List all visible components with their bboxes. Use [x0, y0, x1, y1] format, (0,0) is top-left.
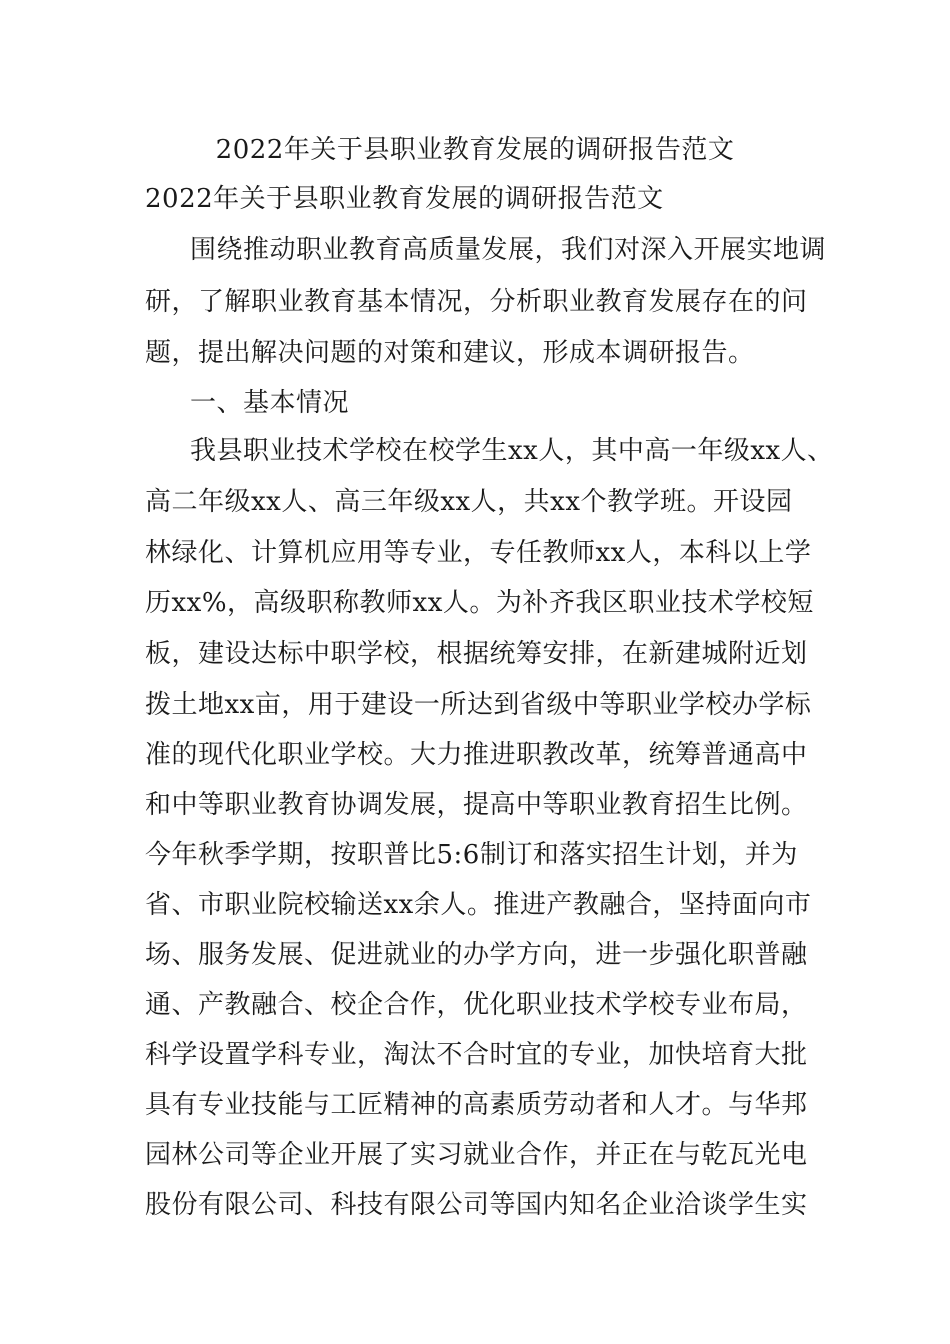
intro-line: 围绕推动职业教育高质量发展，我们对深入开展实地调	[190, 235, 827, 265]
document-subtitle: 2022年关于县职业教育发展的调研报告范文	[145, 184, 664, 214]
body-line: 历xx%，高级职称教师xx人。为补齐我区职业技术学校短	[145, 588, 814, 618]
body-line: 股份有限公司、科技有限公司等国内知名企业洽谈学生实	[145, 1190, 808, 1220]
body-line: 准的现代化职业学校。大力推进职教改革，统筹普通高中	[145, 740, 808, 770]
body-line: 场、服务发展、促进就业的办学方向，进一步强化职普融	[145, 940, 808, 970]
body-line: 板，建设达标中职学校，根据统筹安排，在新建城附近划	[145, 639, 808, 669]
body-line: 今年秋季学期，按职普比5:6制订和落实招生计划，并为	[145, 840, 798, 870]
section-heading: 一、基本情况	[190, 388, 350, 418]
body-line: 具有专业技能与工匠精神的高素质劳动者和人才。与华邦	[145, 1090, 808, 1120]
body-line: 科学设置学科专业，淘汰不合时宜的专业，加快培育大批	[145, 1040, 808, 1070]
body-line: 园林公司等企业开展了实习就业合作，并正在与乾瓦光电	[145, 1140, 808, 1170]
body-line: 我县职业技术学校在校学生xx人，其中高一年级xx人、	[190, 436, 834, 466]
body-line: 林绿化、计算机应用等专业，专任教师xx人，本科以上学	[145, 538, 812, 568]
intro-line: 研，了解职业教育基本情况，分析职业教育发展存在的问	[145, 287, 808, 317]
body-line: 拨土地xx亩，用于建设一所达到省级中等职业学校办学标	[145, 690, 812, 720]
body-line: 高二年级xx人、高三年级xx人，共xx个教学班。开设园	[145, 487, 793, 517]
document-title: 2022年关于县职业教育发展的调研报告范文	[215, 135, 735, 165]
body-line: 和中等职业教育协调发展，提高中等职业教育招生比例。	[145, 790, 808, 820]
intro-line: 题，提出解决问题的对策和建议，形成本调研报告。	[145, 338, 755, 368]
body-line: 通、产教融合、校企合作，优化职业技术学校专业布局，	[145, 990, 808, 1020]
body-line: 省、市职业院校输送xx余人。推进产教融合，坚持面向市	[145, 890, 812, 920]
